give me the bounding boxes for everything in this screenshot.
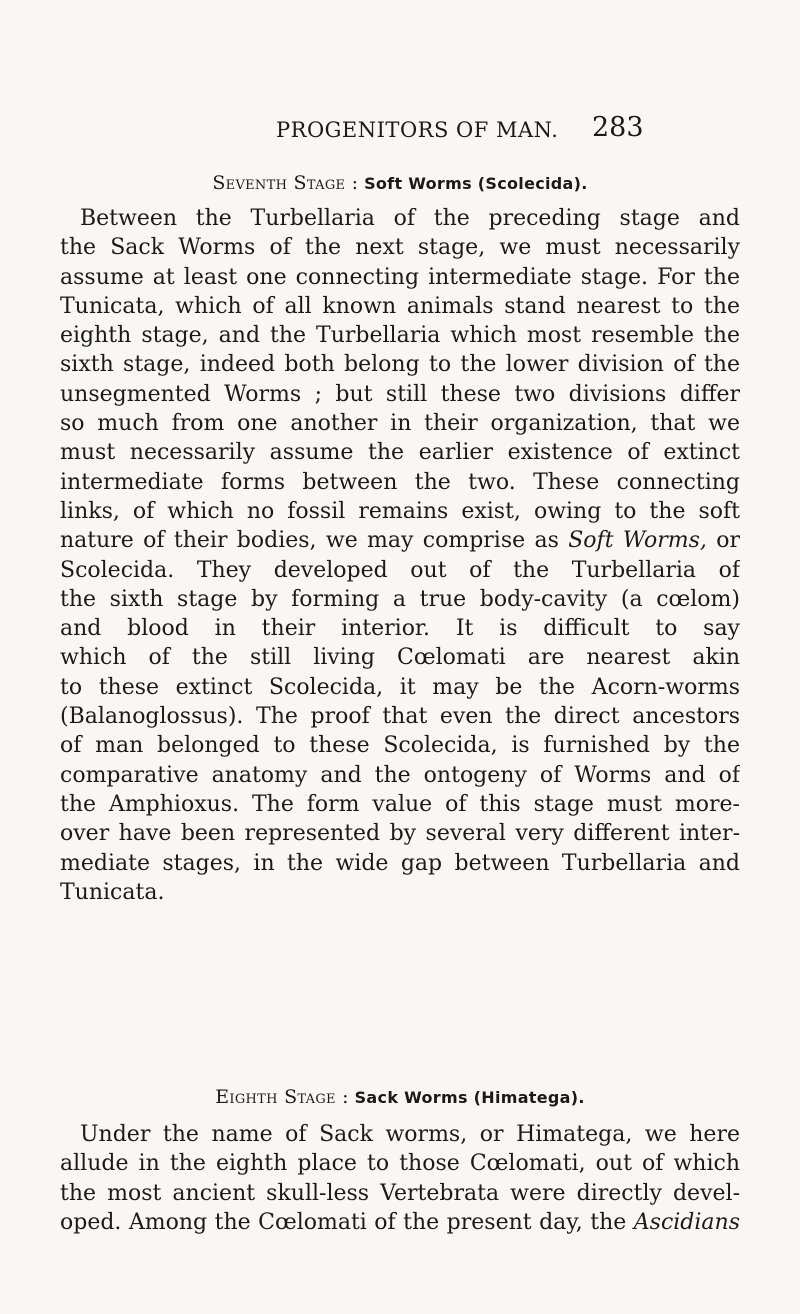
text-line: Tunicata. xyxy=(60,879,165,905)
text-line: unsegmented Worms ; but still these two divisions differ xyxy=(60,381,740,407)
text-line: of man belonged to these Scolecida, is furnished by the xyxy=(60,733,740,759)
page-number: 283 xyxy=(592,112,644,143)
text-line: allude in the eighth place to those Cœlomati, out of which xyxy=(60,1151,740,1177)
running-title: PROGENITORS OF MAN. xyxy=(276,118,559,142)
text-line: assume at least one connecting intermediate stage. For the xyxy=(60,264,740,290)
text-line: which of the still living Cœlomati are nearest akin xyxy=(60,645,740,671)
text-line: the most ancient skull-less Vertebrata were directly devel- xyxy=(60,1180,740,1206)
section-heading-caps: Seventh Stage : xyxy=(212,172,359,194)
text-line: intermediate forms between the two. These connecting xyxy=(60,469,740,495)
section-heading-seventh-stage xyxy=(0,172,800,194)
section-heading-eighth-stage xyxy=(0,1086,800,1108)
text-line: Between the Turbellaria of the preceding stage and xyxy=(80,206,740,231)
text-segment: or xyxy=(706,528,740,554)
text-line: and blood in their interior. It is difficult to say xyxy=(60,616,740,642)
italic-term: Soft Worms, xyxy=(568,528,707,554)
text-line: Scolecida. They developed out of the Turbellaria of xyxy=(60,557,740,583)
text-line: the Sack Worms of the next stage, we must necessarily xyxy=(60,235,740,261)
text-line-with-italic xyxy=(60,1208,740,1237)
italic-term: Ascidians xyxy=(633,1209,740,1235)
text-line: to these extinct Scolecida, it may be the Acorn-worms xyxy=(60,674,740,700)
text-line: the Amphioxus. The form value of this stage must more- xyxy=(60,791,740,817)
text-segment: oped. Among the Cœlomati of the present day, the xyxy=(60,1209,634,1235)
text-line: must necessarily assume the earlier existence of extinct xyxy=(60,440,740,466)
text-line: Under the name of Sack worms, or Himatega, we here xyxy=(80,1122,740,1147)
text-line: links, of which no fossil remains exist, owing to the soft xyxy=(60,498,740,524)
text-line: (Balanoglossus). The proof that even the direct ancestors xyxy=(60,704,740,730)
paragraph-seventh-stage xyxy=(60,204,740,907)
text-line: mediate stages, in the wide gap between Turbellaria and xyxy=(60,850,740,876)
text-line: eighth stage, and the Turbellaria which most resemble the xyxy=(60,323,740,349)
text-segment: nature of their bodies, we may comprise as xyxy=(60,528,569,554)
section-heading-subtitle: Soft Worms (Scolecida). xyxy=(364,174,588,193)
section-heading-subtitle: Sack Worms (Himatega). xyxy=(354,1088,585,1107)
text-line: comparative anatomy and the ontogeny of Worms and of xyxy=(60,762,740,788)
section-heading-caps: Eighth Stage : xyxy=(215,1086,349,1108)
text-line-with-italic xyxy=(60,526,740,555)
text-line: Tunicata, which of all known animals stand nearest to the xyxy=(60,293,740,319)
text-line: over have been represented by several very different inter- xyxy=(60,821,740,847)
text-line: the sixth stage by forming a true body-cavity (a cœlom) xyxy=(60,586,740,612)
text-line: sixth stage, indeed both belong to the lower division of the xyxy=(60,352,740,378)
text-line: so much from one another in their organization, that we xyxy=(60,411,740,437)
paragraph-eighth-stage xyxy=(60,1120,740,1237)
